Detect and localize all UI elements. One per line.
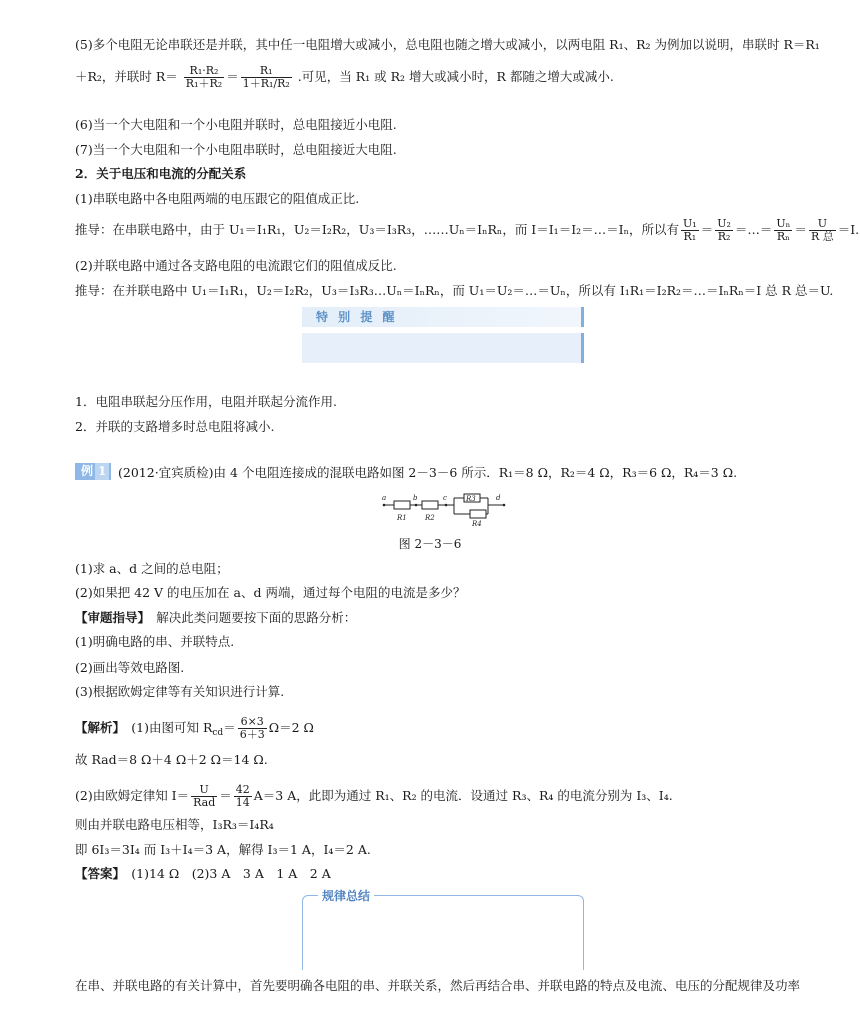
example-badge: 例 1 <box>75 463 111 480</box>
fraction-current: $\frac{U}{\text{Rad}}$ <box>193 783 216 809</box>
fraction-u-total: $\frac{U}{\text{R 总}}$ <box>810 217 834 243</box>
answer: 【答案】 (1)14 Ω (2)3 A 3 A 1 A 2 A <box>75 866 331 881</box>
tip-box <box>302 333 584 363</box>
para-7: (7)当一个大电阻和一个小电阻串联时，总电阻接近大电阻. <box>75 142 397 157</box>
series-rule: (1)串联电路中各电阻两端的电压跟它的阻值成正比. <box>75 191 360 206</box>
tip-title: 特 别 提 醒 <box>302 307 584 327</box>
fraction-parallel: $\frac{\text{R₁·R₂}}{\text{R₁＋R₂}}$ <box>185 64 223 90</box>
resistor-r1 <box>394 501 410 509</box>
node-d: d <box>496 494 501 502</box>
question-2: (2)如果把 42 V 的电压加在 a、d 两端，通过每个电阻的电流是多少？ <box>75 585 466 600</box>
resistor-r4 <box>470 510 486 518</box>
fraction-u2: $\frac{\text{U₂}}{\text{R₂}}$ <box>717 217 731 243</box>
analysis-3: (2)由欧姆定律知 I＝ $\frac{U}{\text{Rad}}$ ＝ $\frac{42}{14}$ A＝3 A，此即为通过 R₁、R₂ 的电流．设通过 R₃、R₄ 的电流分别为 I₃、I₄. <box>75 783 673 809</box>
label-r2: R2 <box>425 514 435 522</box>
node-a: a <box>382 494 387 502</box>
tip-item-2: 2．并联的支路增多时总电阻将减小. <box>75 419 275 434</box>
para-5b-pre: ＋R₂，并联时 R＝ <box>75 69 178 84</box>
analysis-4: 则由并联电路电压相等，I₃R₃＝I₄R₄ <box>75 817 274 832</box>
guide: 【审题指导】 解决此类问题要按下面的思路分析： <box>75 610 357 625</box>
analysis-2: 故 Rad＝8 Ω＋4 Ω＋2 Ω＝14 Ω. <box>75 752 268 767</box>
fraction-value: $\frac{42}{14}$ <box>235 783 250 809</box>
fraction-un: $\frac{\text{Uₙ}}{\text{Rₙ}}$ <box>776 217 791 243</box>
fraction-u1: $\frac{\text{U₁}}{\text{R₁}}$ <box>683 217 697 243</box>
heading-2: 2．关于电压和电流的分配关系 <box>75 166 247 181</box>
question-1: (1)求 a、d 之间的总电阻； <box>75 561 229 576</box>
circuit-diagram <box>380 490 510 530</box>
summary-title: 规律总结 <box>318 888 374 904</box>
parallel-derivation: 推导：在并联电路中 U₁＝I₁R₁，U₂＝I₂R₂，U₃＝I₃R₃…Uₙ＝IₙRₙ，而 U₁＝U₂＝…＝Uₙ，所以有 I₁R₁＝I₂R₂＝…＝IₙRₙ＝I 总 R 总＝U. <box>75 283 834 298</box>
example-text: (2012·宜宾质检)由 4 个电阻连接成的混联电路如图 2－3－6 所示．R₁＝8 Ω，R₂＝4 Ω，R₃＝6 Ω，R₄＝3 Ω. <box>118 465 738 480</box>
para-5a: (5)多个电阻无论串联还是并联，其中任一电阻增大或减小，总电阻也随之增大或减小，以两电阻 R₁、R₂ 为例加以说明，串联时 R＝R₁ <box>75 37 820 52</box>
parallel-rule: (2)并联电路中通过各支路电阻的电流跟它们的阻值成反比. <box>75 258 397 273</box>
para-5b: ＋R₂，并联时 R＝ $\frac{\text{R₁·R₂}}{\text{R₁＋R₂}}$ ＝ $\frac{\text{R₁}}{\text{1＋R₁/R₂}}$ .可见，当 R₁ 或 R₂ 增大或减小时，R 都随之增大或减小. <box>75 64 614 90</box>
node-b: b <box>413 494 418 502</box>
guide-1: (1)明确电路的串、并联特点. <box>75 634 235 649</box>
summary-text: 在串、并联电路的有关计算中，首先要明确各电阻的串、并联关系，然后再结合串、并联电路的特点及电流、电压的分配规律及功率 <box>75 978 801 993</box>
node-c: c <box>443 494 447 502</box>
resistor-r2 <box>422 501 438 509</box>
label-r1: R1 <box>397 514 407 522</box>
label-r3: R3 <box>466 495 476 503</box>
series-derivation: 推导：在串联电路中，由于 U₁＝I₁R₁，U₂＝I₂R₂，U₃＝I₃R₃，……Uₙ＝IₙRₙ，而 I＝I₁＝I₂＝…＝Iₙ，所以有 $\frac{\text{U₁}}{\text{R₁}}$ ＝ $\frac{\text{U₂}}{\text{R₂}}$ ＝…＝ $\frac{\text{Uₙ}}{\text{Rₙ}}$ ＝ $\frac{U}{\text{R 总}}$ ＝I. <box>75 217 860 243</box>
summary-box <box>302 895 584 970</box>
guide-2: (2)画出等效电路图. <box>75 660 185 675</box>
tip-item-1: 1．电阻串联起分压作用，电阻并联起分流作用. <box>75 394 337 409</box>
para-6: (6)当一个大电阻和一个小电阻并联时，总电阻接近小电阻. <box>75 117 397 132</box>
analysis-1: 【解析】 (1)由图可知 $R_{cd}=$ $\frac{6\times 3}{6+3}$ Ω＝2 Ω <box>75 715 314 741</box>
fraction-rcd: $\frac{6\times 3}{6+3}$ <box>239 715 265 741</box>
para-5b-post: .可见，当 R₁ 或 R₂ 增大或减小时，R 都随之增大或减小. <box>297 69 614 84</box>
guide-3: (3)根据欧姆定律等有关知识进行计算. <box>75 684 285 699</box>
fraction-parallel-alt: $\frac{\text{R₁}}{\text{1＋R₁/R₂}}$ <box>242 64 290 90</box>
label-r4: R4 <box>472 520 482 528</box>
analysis-5: 即 6I₃＝3I₄ 而 I₃＋I₄＝3 A，解得 I₃＝1 A，I₄＝2 A. <box>75 842 371 857</box>
figure-caption: 图 2－3－6 <box>398 537 462 551</box>
